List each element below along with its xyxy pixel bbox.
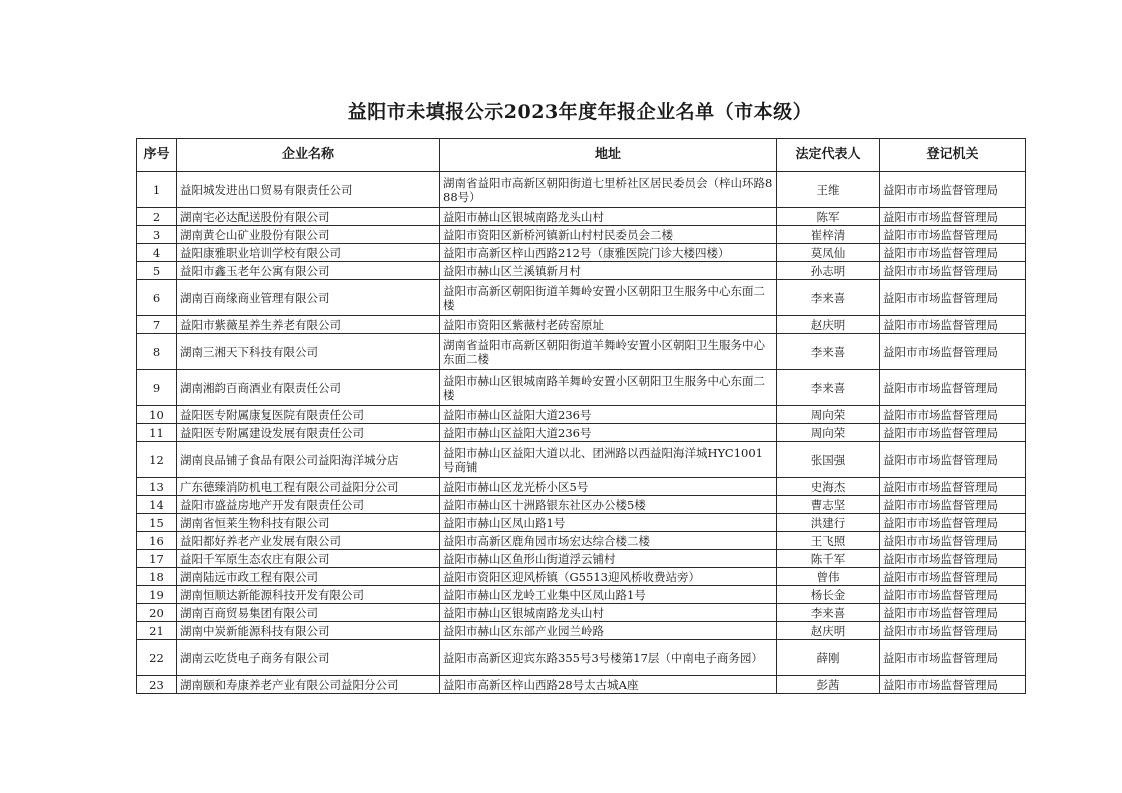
enterprise-name-cell: 湖南云吃货电子商务有限公司 xyxy=(177,640,440,676)
table-row xyxy=(137,478,1026,496)
legal-representative-cell: 李来喜 xyxy=(777,334,880,370)
legal-representative-cell: 孙志明 xyxy=(777,262,880,280)
header-address: 地址 xyxy=(440,139,777,172)
serial-number-cell: 14 xyxy=(137,496,177,514)
address-cell: 益阳市高新区梓山西路28号太古城A座 xyxy=(440,676,777,694)
enterprise-name-cell: 益阳市盛益房地产开发有限责任公司 xyxy=(177,496,440,514)
legal-representative-cell: 莫凤仙 xyxy=(777,244,880,262)
legal-representative-cell: 薛刚 xyxy=(777,640,880,676)
enterprise-name-cell: 湖南百商贸易集团有限公司 xyxy=(177,604,440,622)
table-body xyxy=(137,172,1026,694)
table-row xyxy=(137,568,1026,586)
table-row xyxy=(137,208,1026,226)
header-legal-representative: 法定代表人 xyxy=(777,139,880,172)
serial-number-cell: 21 xyxy=(137,622,177,640)
serial-number-cell: 4 xyxy=(137,244,177,262)
legal-representative-cell: 赵庆明 xyxy=(777,316,880,334)
legal-representative-cell: 曾伟 xyxy=(777,568,880,586)
table-row xyxy=(137,640,1026,676)
enterprise-name-cell: 益阳市鑫玉老年公寓有限公司 xyxy=(177,262,440,280)
serial-number-cell: 22 xyxy=(137,640,177,676)
serial-number-cell: 15 xyxy=(137,514,177,532)
header-registration-authority: 登记机关 xyxy=(880,139,1026,172)
address-cell: 益阳市高新区朝阳街道羊舞岭安置小区朝阳卫生服务中心东面二楼 xyxy=(440,280,777,316)
enterprise-name-cell: 湖南恒顺达新能源科技开发有限公司 xyxy=(177,586,440,604)
legal-representative-cell: 陈千军 xyxy=(777,550,880,568)
table-row xyxy=(137,676,1026,694)
address-cell: 湖南省益阳市高新区朝阳街道七里桥社区居民委员会（梓山环路888号） xyxy=(440,172,777,208)
serial-number-cell: 11 xyxy=(137,424,177,442)
legal-representative-cell: 曹志坚 xyxy=(777,496,880,514)
enterprise-name-cell: 湖南颐和寿康养老产业有限公司益阳分公司 xyxy=(177,676,440,694)
serial-number-cell: 20 xyxy=(137,604,177,622)
table-row xyxy=(137,604,1026,622)
address-cell: 益阳市赫山区益阳大道236号 xyxy=(440,406,777,424)
address-cell: 益阳市赫山区银城南路龙头山村 xyxy=(440,604,777,622)
table-row xyxy=(137,226,1026,244)
registration-authority-cell: 益阳市市场监督管理局 xyxy=(880,172,1026,208)
enterprise-table xyxy=(136,138,1026,694)
document-title: 益阳市未填报公示2023年度年报企业名单（市本级） xyxy=(347,101,813,123)
address-cell: 益阳市赫山区兰溪镇新月村 xyxy=(440,262,777,280)
address-cell: 益阳市赫山区龙光桥小区5号 xyxy=(440,478,777,496)
registration-authority-cell: 益阳市市场监督管理局 xyxy=(880,424,1026,442)
table-row xyxy=(137,496,1026,514)
serial-number-cell: 2 xyxy=(137,208,177,226)
legal-representative-cell: 陈军 xyxy=(777,208,880,226)
header-enterprise-name: 企业名称 xyxy=(177,139,440,172)
table-row xyxy=(137,550,1026,568)
serial-number-cell: 10 xyxy=(137,406,177,424)
serial-number-cell: 6 xyxy=(137,280,177,316)
address-cell: 益阳市高新区鹿角园市场宏达综合楼二楼 xyxy=(440,532,777,550)
legal-representative-cell: 杨长金 xyxy=(777,586,880,604)
registration-authority-cell: 益阳市市场监督管理局 xyxy=(880,406,1026,424)
registration-authority-cell: 益阳市市场监督管理局 xyxy=(880,514,1026,532)
registration-authority-cell: 益阳市市场监督管理局 xyxy=(880,370,1026,406)
legal-representative-cell: 史海杰 xyxy=(777,478,880,496)
table-row xyxy=(137,244,1026,262)
legal-representative-cell: 彭茜 xyxy=(777,676,880,694)
enterprise-name-cell: 湖南湘韵百商酒业有限责任公司 xyxy=(177,370,440,406)
address-cell: 益阳市资阳区新桥河镇新山村村民委员会二楼 xyxy=(440,226,777,244)
registration-authority-cell: 益阳市市场监督管理局 xyxy=(880,496,1026,514)
serial-number-cell: 23 xyxy=(137,676,177,694)
address-cell: 益阳市赫山区十洲路银东社区办公楼5楼 xyxy=(440,496,777,514)
serial-number-cell: 17 xyxy=(137,550,177,568)
table-row xyxy=(137,262,1026,280)
registration-authority-cell: 益阳市市场监督管理局 xyxy=(880,640,1026,676)
serial-number-cell: 12 xyxy=(137,442,177,478)
registration-authority-cell: 益阳市市场监督管理局 xyxy=(880,532,1026,550)
enterprise-name-cell: 湖南宅必达配送股份有限公司 xyxy=(177,208,440,226)
registration-authority-cell: 益阳市市场监督管理局 xyxy=(880,226,1026,244)
serial-number-cell: 7 xyxy=(137,316,177,334)
legal-representative-cell: 王飞照 xyxy=(777,532,880,550)
enterprise-name-cell: 湖南陆远市政工程有限公司 xyxy=(177,568,440,586)
enterprise-name-cell: 益阳康雅职业培训学校有限公司 xyxy=(177,244,440,262)
registration-authority-cell: 益阳市市场监督管理局 xyxy=(880,622,1026,640)
serial-number-cell: 9 xyxy=(137,370,177,406)
enterprise-name-cell: 湖南省恒莱生物科技有限公司 xyxy=(177,514,440,532)
address-cell: 湖南省益阳市高新区朝阳街道羊舞岭安置小区朝阳卫生服务中心东面二楼 xyxy=(440,334,777,370)
registration-authority-cell: 益阳市市场监督管理局 xyxy=(880,280,1026,316)
enterprise-name-cell: 益阳都好养老产业发展有限公司 xyxy=(177,532,440,550)
enterprise-name-cell: 益阳医专附属建设发展有限责任公司 xyxy=(177,424,440,442)
address-cell: 益阳市赫山区益阳大道236号 xyxy=(440,424,777,442)
registration-authority-cell: 益阳市市场监督管理局 xyxy=(880,208,1026,226)
enterprise-name-cell: 湖南百商缘商业管理有限公司 xyxy=(177,280,440,316)
registration-authority-cell: 益阳市市场监督管理局 xyxy=(880,676,1026,694)
serial-number-cell: 13 xyxy=(137,478,177,496)
registration-authority-cell: 益阳市市场监督管理局 xyxy=(880,550,1026,568)
serial-number-cell: 19 xyxy=(137,586,177,604)
registration-authority-cell: 益阳市市场监督管理局 xyxy=(880,262,1026,280)
serial-number-cell: 1 xyxy=(137,172,177,208)
address-cell: 益阳市赫山区益阳大道以北、团洲路以西益阳海洋城HYC1001号商铺 xyxy=(440,442,777,478)
legal-representative-cell: 张国强 xyxy=(777,442,880,478)
registration-authority-cell: 益阳市市场监督管理局 xyxy=(880,316,1026,334)
legal-representative-cell: 周向荣 xyxy=(777,424,880,442)
table-row xyxy=(137,172,1026,208)
registration-authority-cell: 益阳市市场监督管理局 xyxy=(880,604,1026,622)
registration-authority-cell: 益阳市市场监督管理局 xyxy=(880,334,1026,370)
enterprise-name-cell: 益阳医专附属康复医院有限责任公司 xyxy=(177,406,440,424)
table-row xyxy=(137,334,1026,370)
legal-representative-cell: 赵庆明 xyxy=(777,622,880,640)
enterprise-name-cell: 广东德臻消防机电工程有限公司益阳分公司 xyxy=(177,478,440,496)
address-cell: 益阳市赫山区鱼形山街道浮云铺村 xyxy=(440,550,777,568)
serial-number-cell: 5 xyxy=(137,262,177,280)
address-cell: 益阳市资阳区紫薇村老砖窑原址 xyxy=(440,316,777,334)
table-row xyxy=(137,586,1026,604)
enterprise-name-cell: 湖南中炭新能源科技有限公司 xyxy=(177,622,440,640)
registration-authority-cell: 益阳市市场监督管理局 xyxy=(880,478,1026,496)
address-cell: 益阳市高新区梓山西路212号（康雅医院门诊大楼四楼） xyxy=(440,244,777,262)
table-row xyxy=(137,442,1026,478)
serial-number-cell: 16 xyxy=(137,532,177,550)
registration-authority-cell: 益阳市市场监督管理局 xyxy=(880,586,1026,604)
enterprise-name-cell: 益阳市紫薇星养生养老有限公司 xyxy=(177,316,440,334)
address-cell: 益阳市赫山区东部产业园兰岭路 xyxy=(440,622,777,640)
registration-authority-cell: 益阳市市场监督管理局 xyxy=(880,568,1026,586)
registration-authority-cell: 益阳市市场监督管理局 xyxy=(880,244,1026,262)
enterprise-name-cell: 益阳千军原生态农庄有限公司 xyxy=(177,550,440,568)
serial-number-cell: 18 xyxy=(137,568,177,586)
legal-representative-cell: 洪建行 xyxy=(777,514,880,532)
table-row xyxy=(137,424,1026,442)
table-row xyxy=(137,514,1026,532)
table-row xyxy=(137,280,1026,316)
address-cell: 益阳市赫山区银城南路龙头山村 xyxy=(440,208,777,226)
address-cell: 益阳市赫山区凤山路1号 xyxy=(440,514,777,532)
table-row xyxy=(137,532,1026,550)
legal-representative-cell: 李来喜 xyxy=(777,604,880,622)
address-cell: 益阳市资阳区迎风桥镇（G5513迎风桥收费站旁） xyxy=(440,568,777,586)
table-row xyxy=(137,406,1026,424)
registration-authority-cell: 益阳市市场监督管理局 xyxy=(880,442,1026,478)
serial-number-cell: 8 xyxy=(137,334,177,370)
legal-representative-cell: 王维 xyxy=(777,172,880,208)
table-row xyxy=(137,316,1026,334)
legal-representative-cell: 李来喜 xyxy=(777,280,880,316)
enterprise-name-cell: 湖南三湘天下科技有限公司 xyxy=(177,334,440,370)
enterprise-name-cell: 湖南黄仑山矿业股份有限公司 xyxy=(177,226,440,244)
address-cell: 益阳市赫山区银城南路羊舞岭安置小区朝阳卫生服务中心东面二楼 xyxy=(440,370,777,406)
header-serial-number: 序号 xyxy=(137,139,177,172)
table-row xyxy=(137,622,1026,640)
address-cell: 益阳市赫山区龙岭工业集中区凤山路1号 xyxy=(440,586,777,604)
table-row xyxy=(137,370,1026,406)
enterprise-name-cell: 益阳城发进出口贸易有限责任公司 xyxy=(177,172,440,208)
serial-number-cell: 3 xyxy=(137,226,177,244)
legal-representative-cell: 崔梓清 xyxy=(777,226,880,244)
legal-representative-cell: 周向荣 xyxy=(777,406,880,424)
legal-representative-cell: 李来喜 xyxy=(777,370,880,406)
table-header-row xyxy=(137,139,1026,172)
enterprise-name-cell: 湖南良品铺子食品有限公司益阳海洋城分店 xyxy=(177,442,440,478)
address-cell: 益阳市高新区迎宾东路355号3号楼第17层（中南电子商务园） xyxy=(440,640,777,676)
